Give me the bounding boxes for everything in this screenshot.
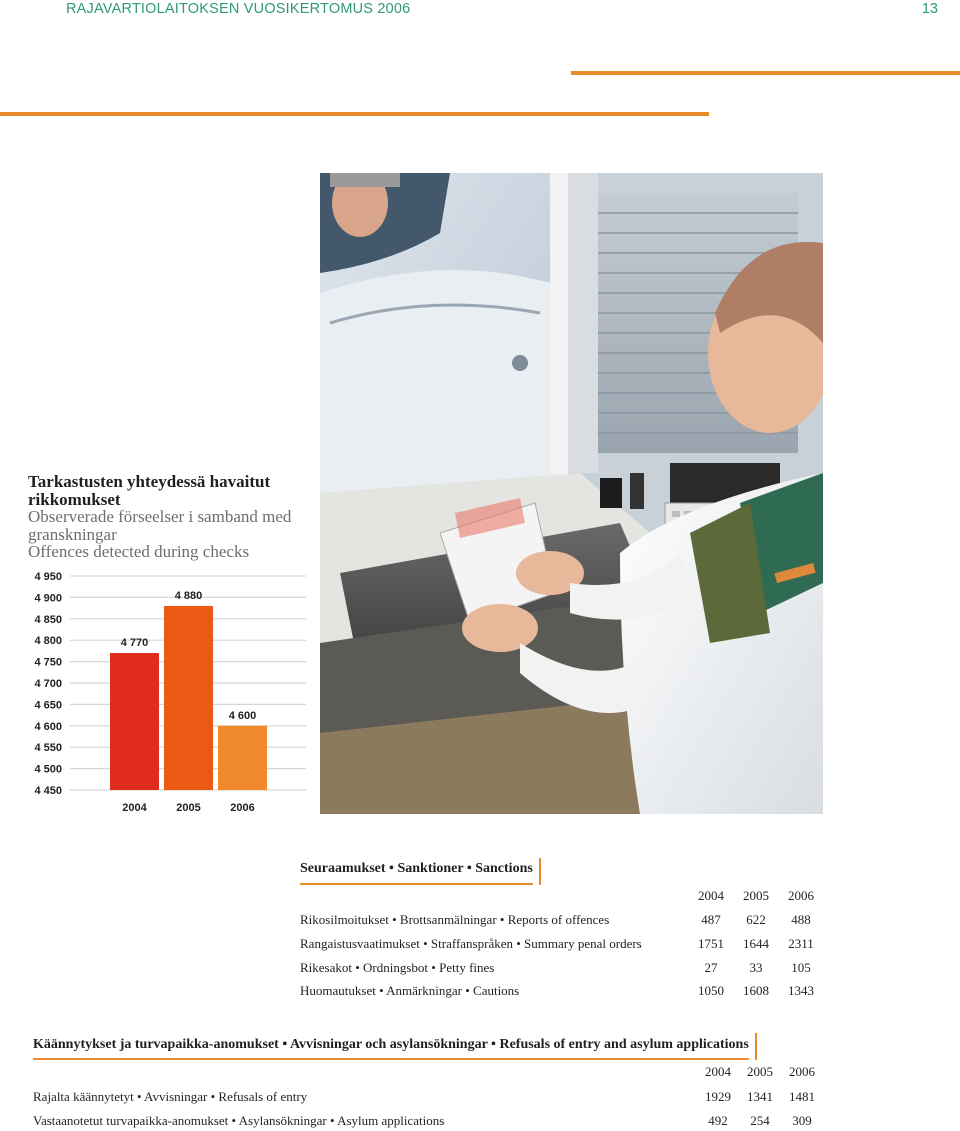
row-label: Rangaistusvaatimukset • Straffanspråken • Summary penal orders <box>300 936 642 951</box>
bar-2005 <box>164 606 213 790</box>
x-tick-label: 2005 <box>176 802 201 814</box>
y-tick-label: 4 950 <box>34 571 62 583</box>
row-label: Huomautukset • Anmärkningar • Cautions <box>300 983 520 998</box>
header-rule-right <box>571 71 960 75</box>
cell-2006: 105 <box>791 960 811 975</box>
sanctions-title: Seuraamukset • Sanktioner • Sanctions <box>300 858 533 885</box>
sanctions-year-2004: 2004 <box>698 888 724 903</box>
data-label: 4 770 <box>120 637 149 650</box>
chart-title-sv: Observerade förseelser i samband med granskningar <box>28 507 292 544</box>
border-check-photo <box>320 173 823 814</box>
sanctions-year-2006: 2006 <box>788 888 814 903</box>
row-label: Rajalta käännytetyt • Avvisningar • Refusals of entry <box>33 1089 308 1104</box>
refusals-year-header <box>33 1064 825 1084</box>
offences-bar-chart <box>28 565 308 825</box>
y-tick-label: 4 650 <box>34 699 62 712</box>
y-tick-label: 4 700 <box>34 678 62 690</box>
photo-illustration <box>320 173 823 814</box>
table-row <box>300 960 820 980</box>
y-tick-label: 4 450 <box>34 785 62 797</box>
refusals-title: Käännytykset ja turvapaikka-anomukset • Avvisningar och asylansökningar • Refusals of entry and asylum applications <box>33 1033 749 1060</box>
refusals-year-2006: 2006 <box>789 1064 815 1079</box>
refusals-year-2004: 2004 <box>705 1064 731 1079</box>
table-row <box>300 936 820 956</box>
y-tick-label: 4 500 <box>34 763 62 776</box>
table-row <box>33 1089 825 1109</box>
row-label: Vastaanotetut turvapaikka-anomukset • Asylansökningar • Asylum applications <box>33 1113 445 1128</box>
chart-title <box>28 473 318 561</box>
y-tick-label: 4 600 <box>34 720 62 733</box>
chart-title-en: Offences detected during checks <box>28 542 250 561</box>
sanctions-year-header <box>300 888 820 908</box>
header-rule-left <box>0 112 709 116</box>
table-row <box>33 1113 825 1131</box>
y-tick-label: 4 550 <box>34 742 62 755</box>
refusals-year-2005: 2005 <box>747 1064 773 1079</box>
bar-2004 <box>110 653 159 790</box>
data-label: 4 600 <box>228 709 257 722</box>
x-tick-label: 2004 <box>122 802 147 814</box>
table-row <box>300 983 820 1003</box>
refusals-table <box>33 1033 825 1128</box>
cell-2006: 1343 <box>788 983 814 998</box>
cell-2004: 492 <box>708 1113 728 1128</box>
cell-2006: 1481 <box>789 1089 815 1104</box>
bar-2006 <box>218 726 267 790</box>
y-tick-label: 4 850 <box>34 613 62 626</box>
y-tick-label: 4 900 <box>34 592 62 605</box>
row-label: Rikesakot • Ordningsbot • Petty fines <box>300 960 495 975</box>
cell-2005: 1341 <box>747 1089 773 1104</box>
cell-2006: 488 <box>791 912 811 927</box>
table-row <box>300 912 820 932</box>
cell-2006: 309 <box>792 1113 812 1128</box>
cell-2005: 33 <box>749 960 763 975</box>
chart-title-fi: Tarkastusten yhteydessä havaitut rikkomukset <box>28 472 271 509</box>
cell-2004: 1929 <box>705 1089 731 1104</box>
row-label: Rikosilmoitukset • Brottsanmälningar • Reports of offences <box>300 912 610 927</box>
y-tick-label: 4 800 <box>34 635 62 648</box>
data-label: 4 880 <box>174 589 203 602</box>
cell-2005: 254 <box>750 1113 770 1128</box>
cell-2005: 1644 <box>743 936 769 951</box>
cell-2005: 622 <box>746 912 766 927</box>
cell-2004: 1751 <box>698 936 724 951</box>
cell-2004: 487 <box>701 912 721 927</box>
y-tick-label: 4 750 <box>34 656 62 669</box>
sanctions-table <box>300 858 820 998</box>
x-tick-label: 2006 <box>230 802 255 814</box>
document-header-title: RAJAVARTIOLAITOKSEN VUOSIKERTOMUS 2006 <box>66 1 411 17</box>
cell-2004: 27 <box>704 960 718 975</box>
cell-2004: 1050 <box>698 983 724 998</box>
cell-2005: 1608 <box>743 983 769 998</box>
cell-2006: 2311 <box>788 936 814 951</box>
page-number: 13 <box>921 1 938 17</box>
chart-svg <box>28 565 308 820</box>
sanctions-year-2005: 2005 <box>743 888 769 903</box>
